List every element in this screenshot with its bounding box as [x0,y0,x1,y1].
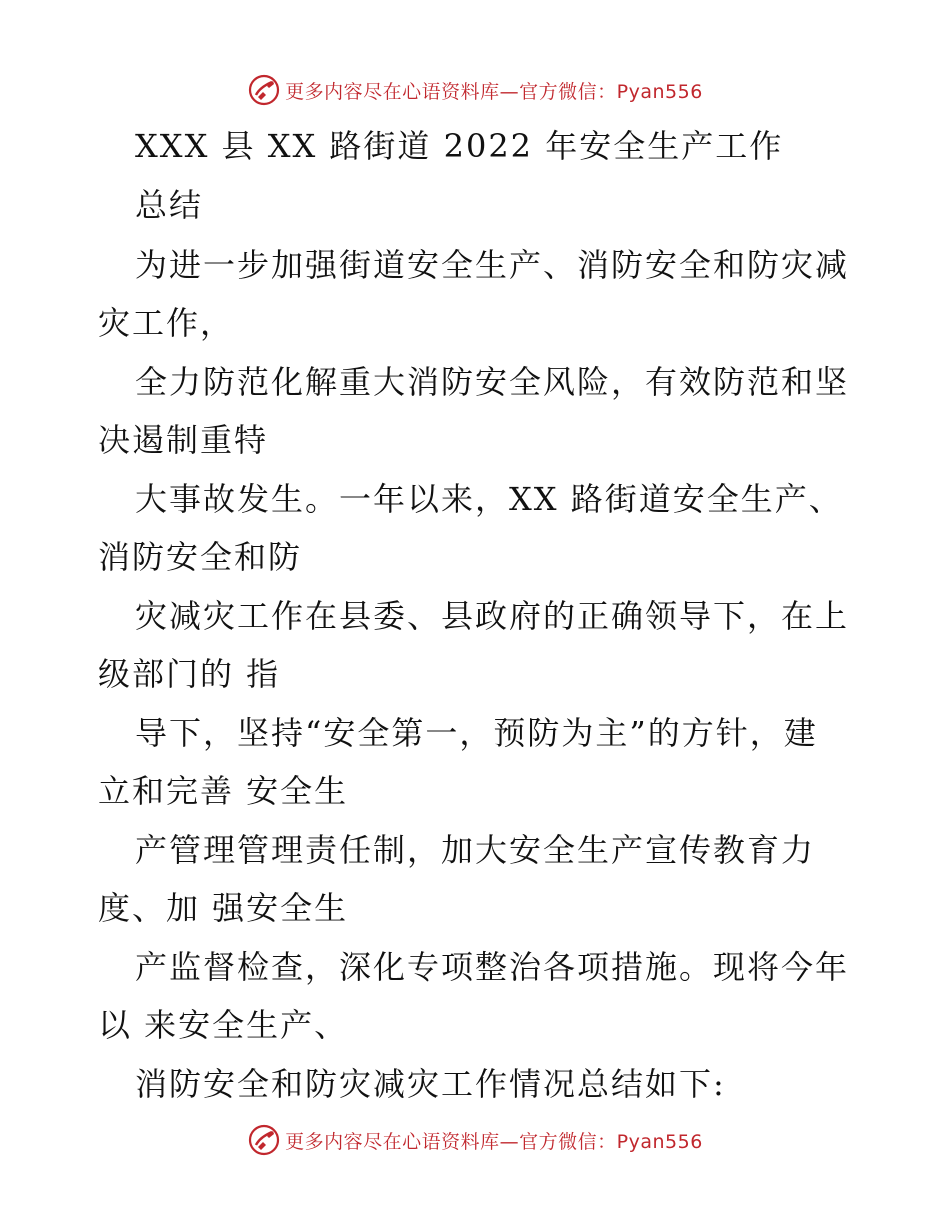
footer-watermark [0,1122,950,1158]
paragraph-line: 度、加 强安全生 [98,889,349,927]
paragraph-line: 灾减灾工作在县委、县政府的正确领导下，在上 [135,597,850,635]
paragraph-line: 灾工作， [98,304,235,342]
paragraph-line: 全力防范化解重大消防安全风险，有效防范和坚 [135,363,850,401]
book-pen-icon [247,1123,281,1157]
document-title-line-2: 总结 [135,186,204,224]
paragraph-line: 产管理管理责任制，加大安全生产宣传教育力 [135,831,816,869]
paragraph-line: 导下，坚持“安全第一，预防为主”的方针，建 [135,714,818,752]
header-watermark [0,72,950,108]
watermark-text: 更多内容尽在心语资料库—官方微信：Pyan556 [285,80,703,103]
paragraph-line: 决遏制重特 [98,421,269,459]
paragraph-line: 大事故发生。一年以来，XX 路街道安全生产、 [135,480,843,518]
paragraph-line: 级部门的 指 [98,655,281,693]
paragraph-line: 以 来安全生产、 [98,1006,349,1044]
paragraph-line: 产监督检查，深化专项整治各项措施。现将今年 [135,948,850,986]
paragraph-line: 消防安全和防 [98,538,303,576]
watermark-text: 更多内容尽在心语资料库—官方微信：Pyan556 [285,1130,703,1153]
paragraph-line: 为进一步加强街道安全生产、消防安全和防灾减 [135,246,850,284]
paragraph-line: 立和完善 安全生 [98,772,349,810]
paragraph-line: 消防安全和防灾减灾工作情况总结如下: [135,1065,726,1103]
document-title-line-1: XXX 县 XX 路街道 2022 年安全生产工作 [135,127,784,165]
book-pen-icon [247,73,281,107]
